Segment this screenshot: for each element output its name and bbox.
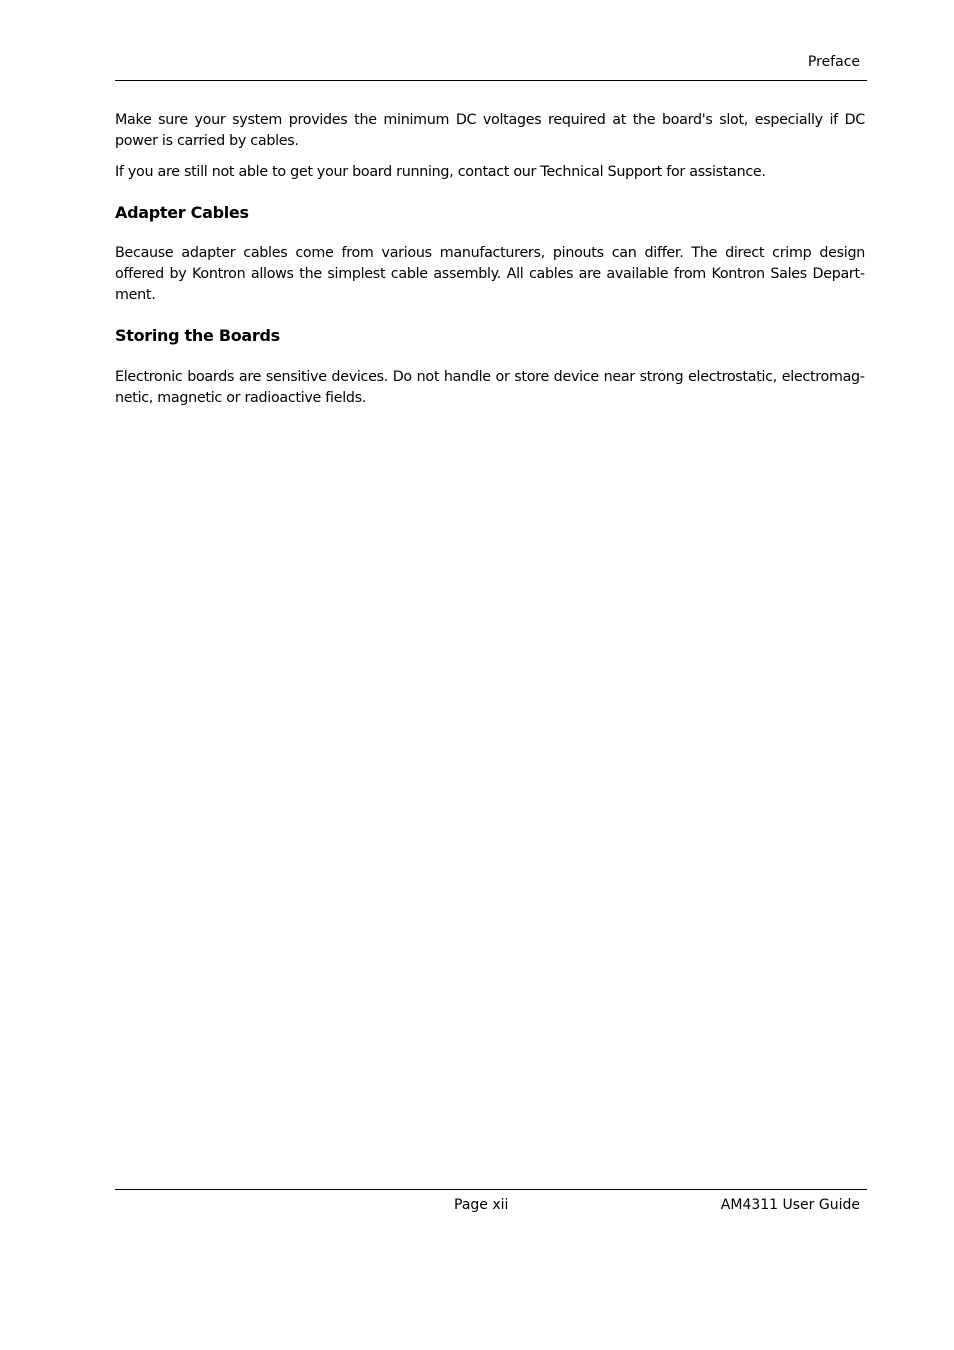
paragraph-storing-boards: Electronic boards are sensitive devices. Do not handle or store device near strong electrostatic, electromagnetic, magnetic or radioactive fields. bbox=[115, 369, 865, 406]
footer-rule bbox=[115, 1189, 867, 1190]
paragraph-dc-voltage: Make sure your system provides the minimum DC voltages required at the board's slot, especially if DC power is carried by cables. bbox=[115, 112, 865, 149]
page-number: Page xii bbox=[454, 1197, 509, 1213]
running-header: Preface bbox=[807, 54, 860, 70]
document-title: AM4311 User Guide bbox=[720, 1197, 860, 1213]
header-rule bbox=[115, 80, 867, 81]
page-content bbox=[115, 110, 865, 409]
heading-storing-boards: Storing the Boards bbox=[115, 326, 280, 345]
paragraph-adapter-cables: Because adapter cables come from various manufacturers, pinouts can differ. The direct crimp design offered by Kontron allows the simplest cable assembly. All cables are available from Kontron Sales Department. bbox=[115, 245, 865, 303]
paragraph-technical-support: If you are still not able to get your board running, contact our Technical Support for assistance. bbox=[115, 164, 766, 180]
heading-adapter-cables: Adapter Cables bbox=[115, 203, 249, 222]
